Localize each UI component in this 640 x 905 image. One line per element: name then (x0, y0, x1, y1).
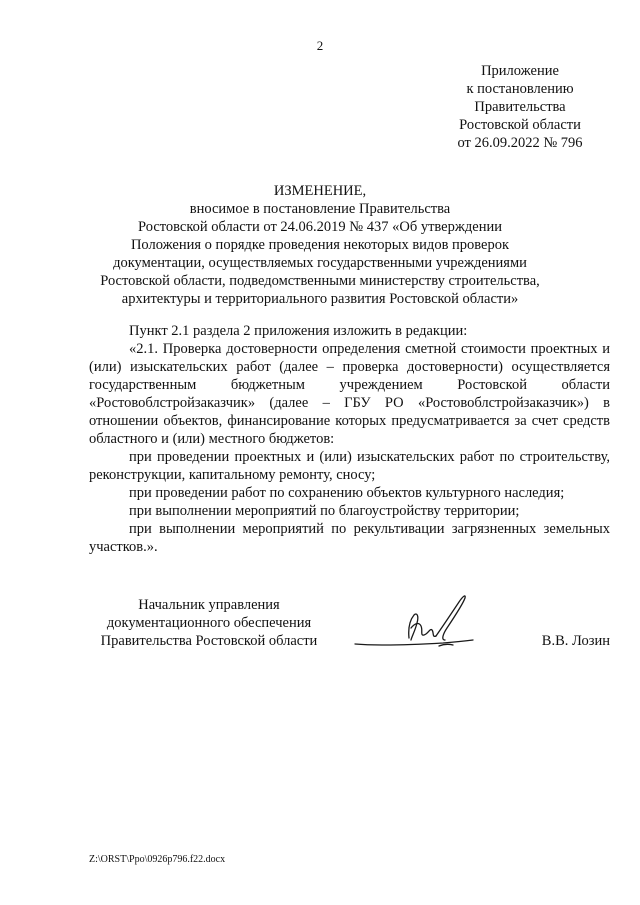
title-line: Положения о порядке проведения некоторых видов проверок (130, 237, 510, 253)
appendix-line: Ростовской области (459, 117, 581, 133)
signature-block (89, 596, 610, 666)
body-paragraph: при проведении работ по сохранению объектов культурного наследия; (129, 485, 565, 501)
title-heading: ИЗМЕНЕНИЕ, (273, 183, 367, 199)
title-line: вносимое в постановление Правительства (189, 201, 451, 217)
body-paragraph: «2.1. Проверка достоверности определения сметной стоимости проектных и (или) изыскательских работ (далее – проверка достоверности) осуществляется государственным бюджетным учреждением Ростовской области «Ростовоблстройзаказчик» (далее – ГБУ РО «Ростовоблстройзаказчик») в отношении объектов, финансирование которых предусматривается за счет средств областного и (или) местного бюджетов: (89, 341, 610, 447)
signer-name: В.В. Лозин (541, 633, 610, 649)
appendix-line: Правительства (474, 99, 566, 115)
signer-position (89, 596, 329, 650)
file-path-footer: Z:\ORST\Ppo\0926p796.f22.docx (89, 854, 226, 865)
appendix-line: к постановлению (466, 81, 574, 97)
signer-position-line: Правительства Ростовской области (100, 633, 318, 649)
title-line: архитектуры и территориального развития Ростовской области» (121, 291, 519, 307)
appendix-header (440, 62, 600, 152)
body-paragraph: при проведении проектных и (или) изыскательских работ по строительству, реконструкции, капитальному ремонту, сносу; (89, 449, 610, 483)
document-body (89, 322, 610, 556)
appendix-line: Приложение (481, 63, 559, 79)
page-number: 2 (316, 38, 324, 53)
title-line: Ростовской области от 24.06.2019 № 437 «Об утверждении (138, 219, 502, 235)
document-title (60, 182, 580, 308)
title-line: документации, осуществляемых государственными учреждениями (113, 255, 527, 271)
title-line: Ростовской области, подведомственными министерству строительства, (100, 273, 540, 289)
signer-position-line: документационного обеспечения (106, 615, 312, 631)
handwritten-signature (351, 588, 481, 660)
body-paragraph: при выполнении мероприятий по благоустройству территории; (129, 503, 520, 519)
appendix-line: от 26.09.2022 № 796 (457, 135, 583, 151)
body-paragraph: Пункт 2.1 раздела 2 приложения изложить в редакции: (129, 323, 468, 339)
body-paragraph: при выполнении мероприятий по рекультивации загрязненных земельных участков.». (89, 521, 610, 555)
signer-position-line: Начальник управления (138, 597, 280, 613)
